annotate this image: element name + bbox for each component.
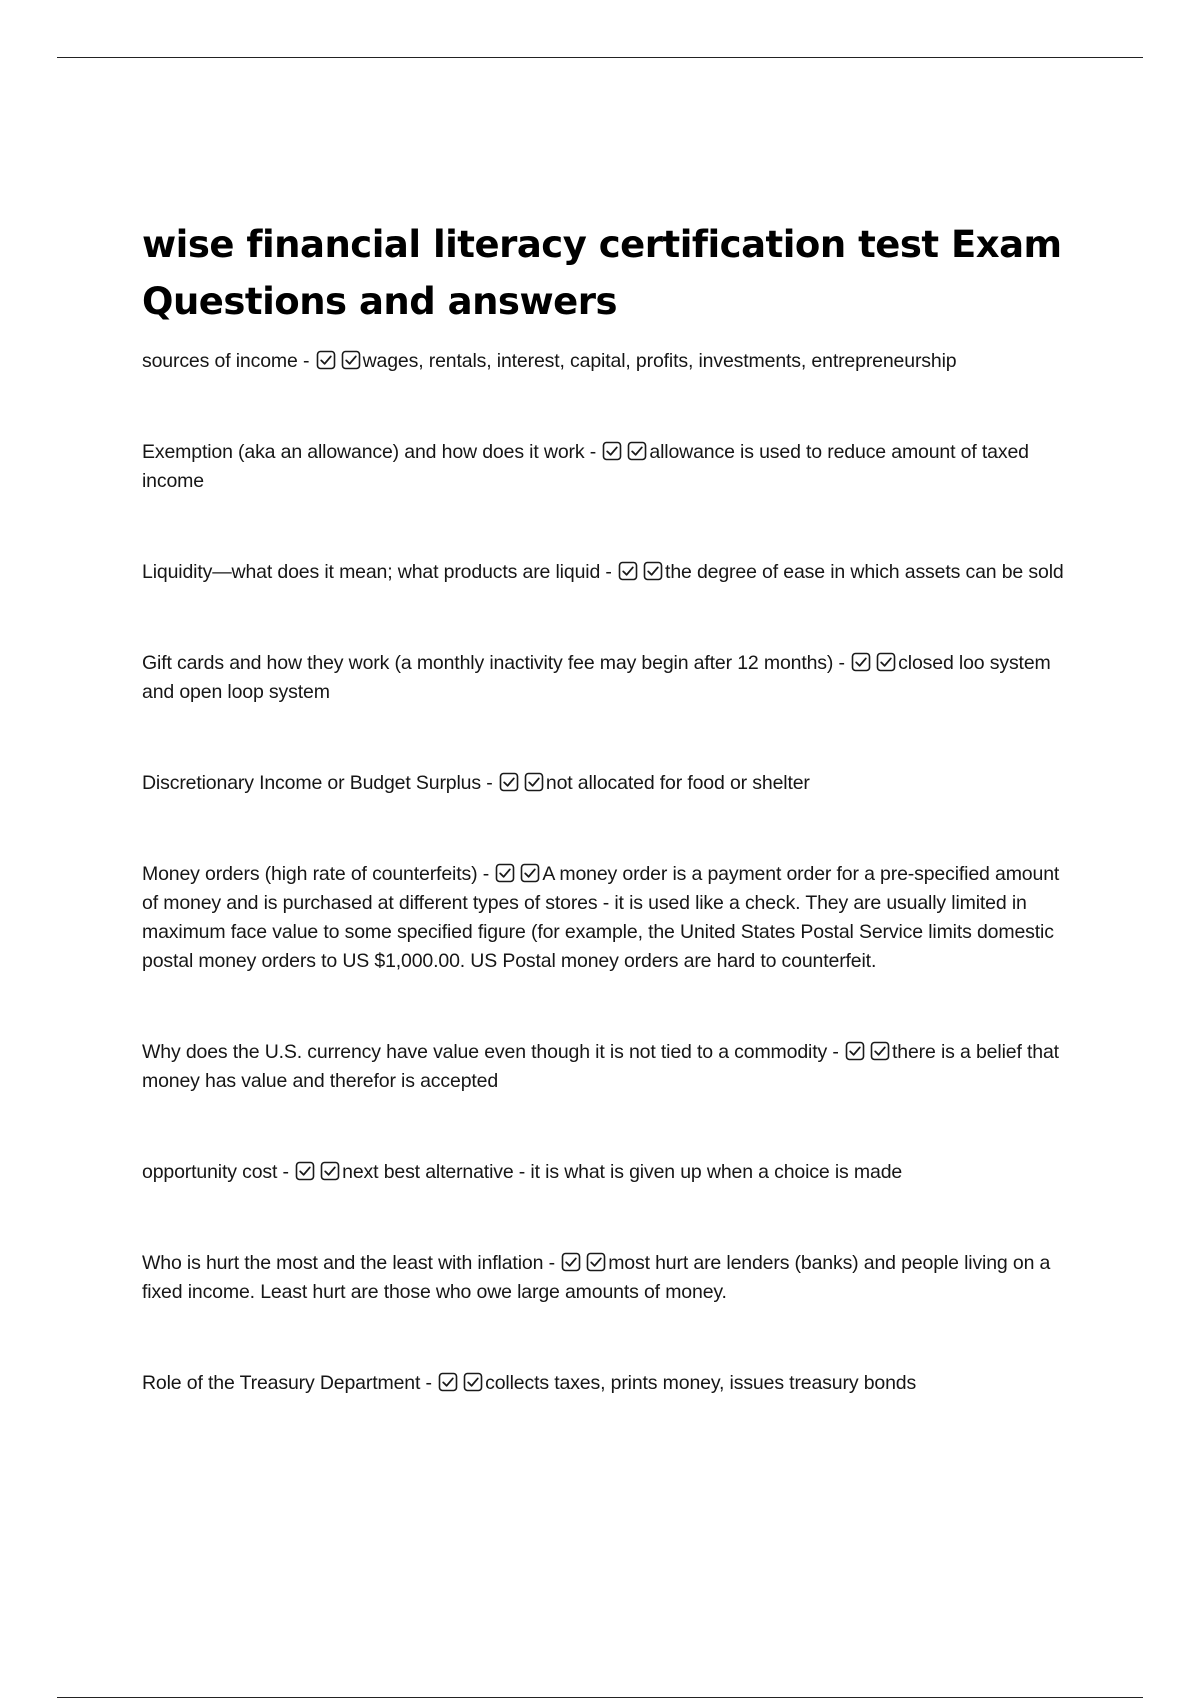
checkbox-checked-icon <box>495 863 515 883</box>
answer-marker <box>618 561 663 581</box>
separator: - <box>589 441 597 463</box>
checkbox-checked-icon <box>463 1372 483 1392</box>
answer-text: wages, rentals, interest, capital, profits, investments, entrepreneurship <box>362 350 957 372</box>
checkbox-checked-icon <box>295 1161 315 1181</box>
question-text: Discretionary Income or Budget Surplus <box>142 772 481 794</box>
separator: - <box>425 1372 432 1394</box>
answer-marker <box>495 863 540 883</box>
qa-item <box>142 438 1067 496</box>
answer-marker <box>561 1252 606 1272</box>
answer-text: most hurt are lenders (banks) and people living on a fixed income. Least hurt are those who owe large amounts of money. <box>142 1252 1051 1303</box>
answer-marker <box>438 1372 483 1392</box>
answer-marker <box>499 772 544 792</box>
checkbox-checked-icon <box>618 561 638 581</box>
question-text: Why does the U.S. currency have value even though it is not tied to a commodity <box>142 1041 828 1063</box>
answer-marker <box>602 441 647 461</box>
checkbox-checked-icon <box>316 350 336 370</box>
separator: - <box>482 863 490 885</box>
checkbox-checked-icon <box>586 1252 606 1272</box>
separator: - <box>486 772 493 794</box>
question-text: Role of the Treasury Department <box>142 1372 421 1394</box>
question-text: Money orders (high rate of counterfeits) <box>142 863 478 885</box>
checkbox-checked-icon <box>627 441 647 461</box>
checkbox-checked-icon <box>499 772 519 792</box>
checkbox-checked-icon <box>870 1041 890 1061</box>
qa-item <box>142 558 1067 587</box>
checkbox-checked-icon <box>602 441 622 461</box>
document-title: wise financial literacy certification test Exam Questions and answers <box>142 223 1062 323</box>
checkbox-checked-icon <box>520 863 540 883</box>
separator: - <box>302 350 310 372</box>
qa-item <box>142 1038 1067 1096</box>
qa-item <box>142 649 1067 707</box>
qa-item <box>142 1369 1067 1398</box>
checkbox-checked-icon <box>643 561 663 581</box>
checkbox-checked-icon <box>320 1161 340 1181</box>
checkbox-checked-icon <box>876 652 896 672</box>
question-text: Exemption (aka an allowance) and how does it work <box>142 441 585 463</box>
separator: - <box>282 1161 289 1183</box>
qa-item <box>142 1249 1067 1307</box>
checkbox-checked-icon <box>341 350 361 370</box>
answer-marker <box>845 1041 890 1061</box>
answer-marker <box>851 652 896 672</box>
top-rule <box>57 57 1143 58</box>
document-body <box>142 216 1067 1398</box>
answer-text: there is a belief that money has value and therefor is accepted <box>142 1041 1059 1092</box>
question-text: Gift cards and how they work (a monthly inactivity fee may begin after 12 months) <box>142 652 834 674</box>
answer-text: allowance is used to reduce amount of taxed income <box>142 441 1029 492</box>
answer-text: next best alternative - it is what is given up when a choice is made <box>342 1161 903 1183</box>
checkbox-checked-icon <box>561 1252 581 1272</box>
checkbox-checked-icon <box>845 1041 865 1061</box>
bottom-rule <box>57 1697 1143 1698</box>
answer-text: not allocated for food or shelter <box>545 772 810 794</box>
answer-marker <box>316 350 361 370</box>
answer-marker <box>295 1161 340 1181</box>
question-text: Who is hurt the most and the least with inflation <box>142 1252 544 1274</box>
separator: - <box>838 652 845 674</box>
separator: - <box>605 561 612 583</box>
answer-text: A money order is a payment order for a pre-specified amount of money and is purchased at different types of stores - it is used like a check. They are usually limited in maximum face value to some specified figure (for example, the United States Postal Service limits domestic postal money orders to US $1,000.00. US Postal money orders are hard to counterfeit. <box>142 863 1060 972</box>
question-text: opportunity cost <box>142 1161 278 1183</box>
answer-text: the degree of ease in which assets can be sold <box>665 561 1064 583</box>
qa-item <box>142 769 1067 798</box>
separator: - <box>832 1041 839 1063</box>
separator: - <box>548 1252 555 1274</box>
qa-item <box>142 1158 1067 1187</box>
question-text: sources of income <box>142 350 298 372</box>
qa-item <box>142 347 1067 376</box>
checkbox-checked-icon <box>851 652 871 672</box>
answer-text: collects taxes, prints money, issues treasury bonds <box>485 1372 917 1394</box>
question-text: Liquidity—what does it mean; what products are liquid <box>142 561 601 583</box>
checkbox-checked-icon <box>524 772 544 792</box>
answer-text: closed loo system and open loop system <box>142 652 1051 703</box>
qa-item <box>142 860 1067 976</box>
checkbox-checked-icon <box>438 1372 458 1392</box>
